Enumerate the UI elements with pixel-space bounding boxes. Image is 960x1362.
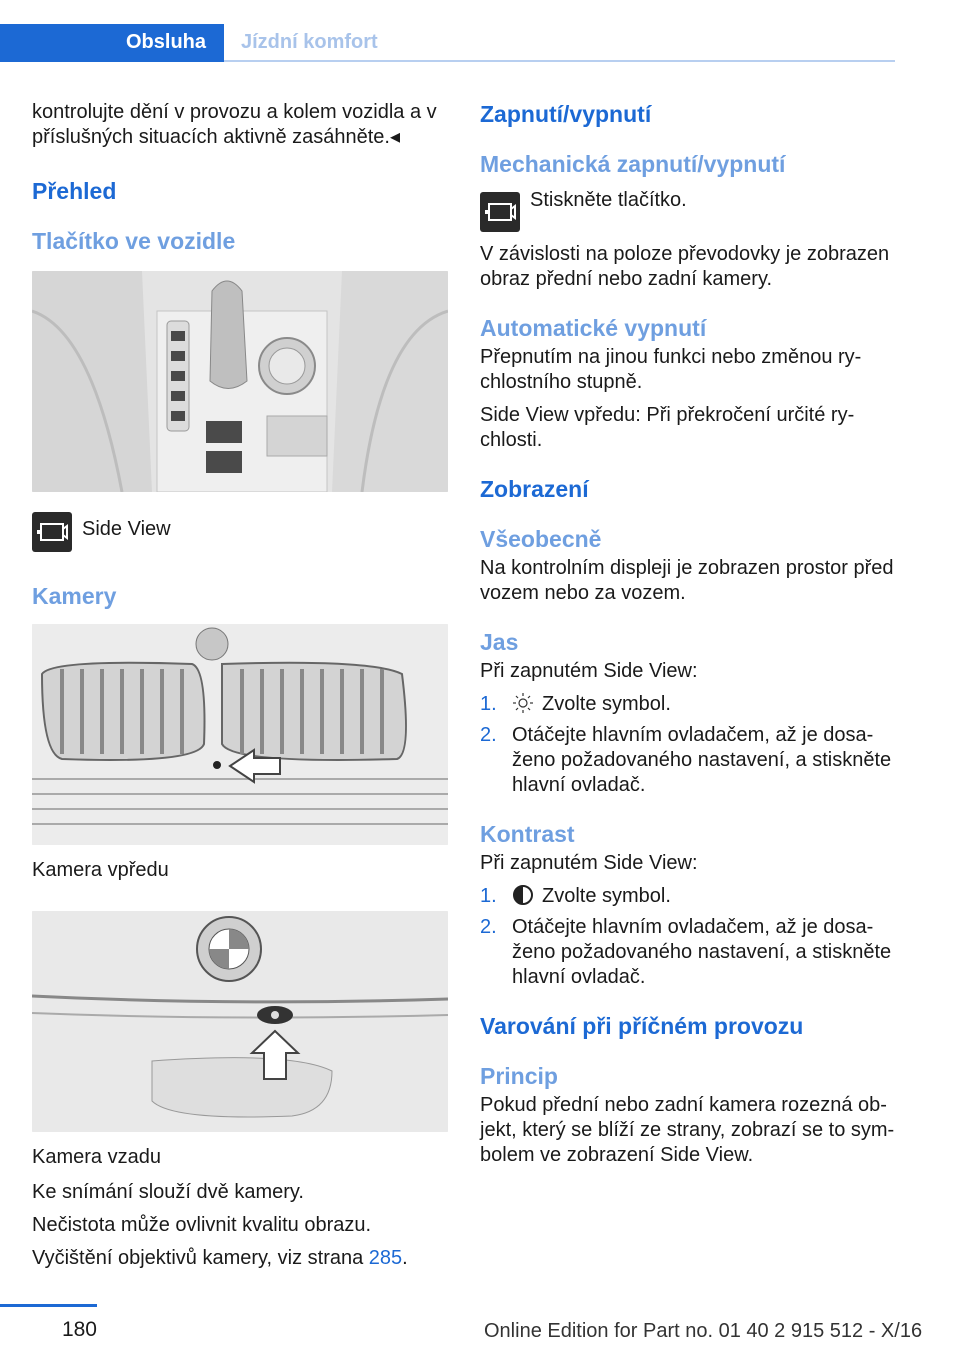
rear-tailgate-illustration bbox=[32, 911, 448, 1132]
press-button-text: Stiskněte tlačítko. bbox=[530, 189, 687, 211]
tab-jizdni-komfort[interactable]: Jízdní komfort bbox=[224, 24, 895, 60]
paragraph-two-cameras: Ke snímání slouží dvě kamery. bbox=[32, 1181, 304, 1203]
step-number: 2. bbox=[480, 916, 497, 938]
front-grille-illustration bbox=[32, 624, 448, 845]
right-column bbox=[480, 100, 895, 1176]
step-number: 1. bbox=[480, 693, 497, 715]
page-number: 180 bbox=[61, 1318, 97, 1341]
heading-auto-off: Automatické vypnutí bbox=[480, 315, 707, 341]
center-console-photo bbox=[32, 271, 448, 492]
step-number: 1. bbox=[480, 885, 497, 907]
cleaning-suffix: . bbox=[402, 1247, 408, 1269]
paragraph-cleaning bbox=[32, 1246, 450, 1271]
footer-divider bbox=[0, 1304, 97, 1307]
paragraph-contrast: Při zapnutém Side View: bbox=[480, 852, 698, 874]
heading-mechanical: Mechanická zapnutí/vypnutí bbox=[480, 151, 786, 177]
paragraph-gear: V závislosti na poloze převodovky je zobrazen obraz přední nebo zadní kamery. bbox=[480, 243, 890, 290]
heading-brightness: Jas bbox=[480, 629, 519, 655]
paragraph-principle: Pokud přední nebo zadní kamera rozezná objekt, který se blíží ze strany, zobrazí se to symbolem ve zobrazení Side View. bbox=[480, 1094, 895, 1166]
header-divider-light bbox=[224, 60, 895, 62]
cleaning-text: Vyčištění objektivů kamery, viz strana bbox=[32, 1247, 369, 1269]
contrast-icon bbox=[512, 884, 534, 906]
page-link-285[interactable]: 285 bbox=[368, 1247, 403, 1269]
page-header bbox=[0, 24, 895, 62]
side-view-icon-line bbox=[32, 512, 450, 552]
side-view-button-icon bbox=[480, 192, 520, 232]
brightness-steps bbox=[480, 692, 895, 798]
heading-general: Všeobecně bbox=[480, 526, 602, 552]
brightness-step-1 bbox=[480, 692, 895, 717]
center-console-illustration bbox=[32, 271, 448, 492]
caption-front-camera: Kamera vpředu bbox=[32, 859, 169, 881]
front-camera-photo bbox=[32, 624, 448, 845]
brightness-icon bbox=[512, 692, 534, 714]
step-number: 2. bbox=[480, 724, 497, 746]
heading-overview: Přehled bbox=[32, 178, 117, 204]
step-text: Otáčejte hlavním ovladačem, až je dosaženo požadovaného nastavení, a stiskněte hlavní ovladač. bbox=[512, 724, 892, 796]
brightness-step-2 bbox=[480, 723, 895, 798]
heading-button-in-vehicle: Tlačítko ve vozidle bbox=[32, 228, 236, 254]
intro-text: kontrolujte dění v provozu a kolem vozidla a v příslušných situacích aktivně zasáhněte.◂ bbox=[32, 101, 437, 148]
paragraph-brightness: Při zapnutém Side View: bbox=[480, 660, 698, 682]
contrast-step-2 bbox=[480, 915, 895, 990]
step-text: Otáčejte hlavním ovladačem, až je dosaženo požadovaného nastavení, a stiskněte hlavní ovladač. bbox=[512, 916, 892, 988]
side-view-label: Side View bbox=[82, 518, 171, 540]
step-text: Zvolte symbol. bbox=[542, 693, 671, 715]
paragraph-auto-2: Side View vpředu: Při překročení určité rychlosti. bbox=[480, 404, 855, 451]
paragraph-auto-1: Přepnutím na jinou funkci nebo změnou rychlostního stupně. bbox=[480, 346, 862, 393]
online-edition-text: Online Edition for Part no. 01 40 2 915 512 - X/16 bbox=[484, 1320, 923, 1342]
contrast-steps bbox=[480, 884, 895, 990]
heading-cross-traffic: Varování při příčném provozu bbox=[480, 1013, 804, 1039]
heading-cameras: Kamery bbox=[32, 583, 117, 609]
side-view-icon bbox=[32, 512, 72, 552]
contrast-step-1 bbox=[480, 884, 895, 909]
tab-obsluha[interactable]: Obsluha bbox=[0, 24, 224, 60]
step-text: Zvolte symbol. bbox=[542, 885, 671, 907]
heading-display: Zobrazení bbox=[480, 476, 589, 502]
heading-contrast: Kontrast bbox=[480, 821, 575, 847]
press-button-line bbox=[480, 189, 895, 232]
step-body bbox=[512, 692, 671, 717]
paragraph-general: Na kontrolním displeji je zobrazen prostor před vozem nebo za vozem. bbox=[480, 557, 894, 604]
rear-camera-photo bbox=[32, 911, 448, 1132]
paragraph-dirt: Nečistota může ovlivnit kvalitu obrazu. bbox=[32, 1214, 372, 1236]
heading-principle: Princip bbox=[480, 1063, 558, 1089]
heading-on-off: Zapnutí/vypnutí bbox=[480, 101, 652, 127]
caption-rear-camera: Kamera vzadu bbox=[32, 1146, 161, 1168]
left-column bbox=[32, 100, 450, 1279]
step-body bbox=[512, 884, 671, 909]
